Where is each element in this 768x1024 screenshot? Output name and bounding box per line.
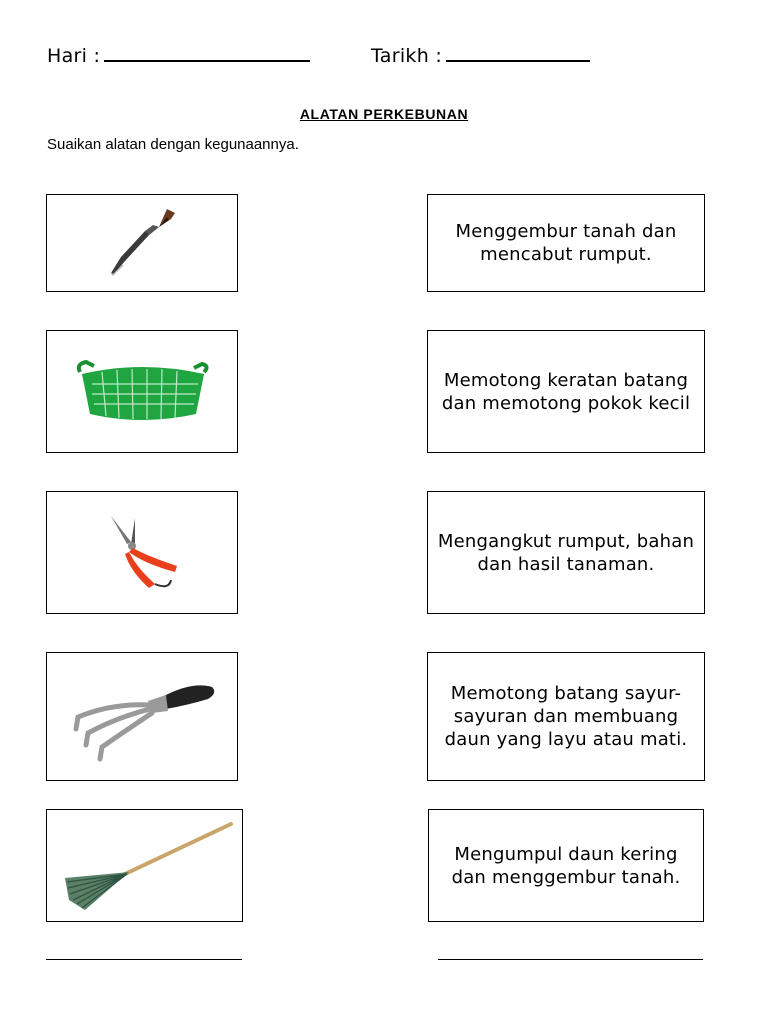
- use-box-3[interactable]: [427, 491, 705, 614]
- pruning-shears-icon: [97, 508, 187, 598]
- hand-fork-icon: [62, 667, 222, 767]
- tool-box-machete[interactable]: [46, 194, 238, 292]
- tool-box-shears[interactable]: [46, 491, 238, 614]
- use-box-4[interactable]: [427, 652, 705, 781]
- day-field: [47, 44, 310, 67]
- day-blank-line[interactable]: [104, 44, 310, 62]
- date-label: Tarikh :: [371, 45, 443, 67]
- use-text-2: Memotong keratan batang dan memotong pokok kecil: [441, 369, 691, 414]
- use-text-5: Mengumpul daun kering dan menggembur tanah.: [451, 843, 681, 888]
- use-box-2[interactable]: [427, 330, 705, 453]
- day-label: Hari :: [47, 45, 101, 67]
- use-box-5[interactable]: [428, 809, 704, 922]
- date-field: [371, 44, 590, 67]
- bottom-line-left: [46, 959, 242, 960]
- use-text-4: Memotong batang sayur-sayuran dan membuang daun yang layu atau mati.: [444, 683, 688, 750]
- bottom-line-right: [438, 959, 703, 960]
- tool-box-hand-fork[interactable]: [46, 652, 238, 781]
- tool-box-rake[interactable]: [46, 809, 243, 922]
- instruction-text: Suaikan alatan dengan kegunaannya.: [47, 136, 299, 153]
- rake-icon: [55, 816, 235, 916]
- tool-box-basket[interactable]: [46, 330, 238, 453]
- worksheet-title: ALATAN PERKEBUNAN: [299, 106, 469, 122]
- use-text-3: Mengangkut rumput, bahan dan hasil tanaman.: [437, 530, 695, 575]
- use-box-1[interactable]: [427, 194, 705, 292]
- use-text-1: Menggembur tanah dan mencabut rumput.: [455, 221, 677, 265]
- date-blank-line[interactable]: [446, 44, 590, 62]
- basket-icon: [72, 352, 212, 432]
- machete-icon: [97, 203, 187, 283]
